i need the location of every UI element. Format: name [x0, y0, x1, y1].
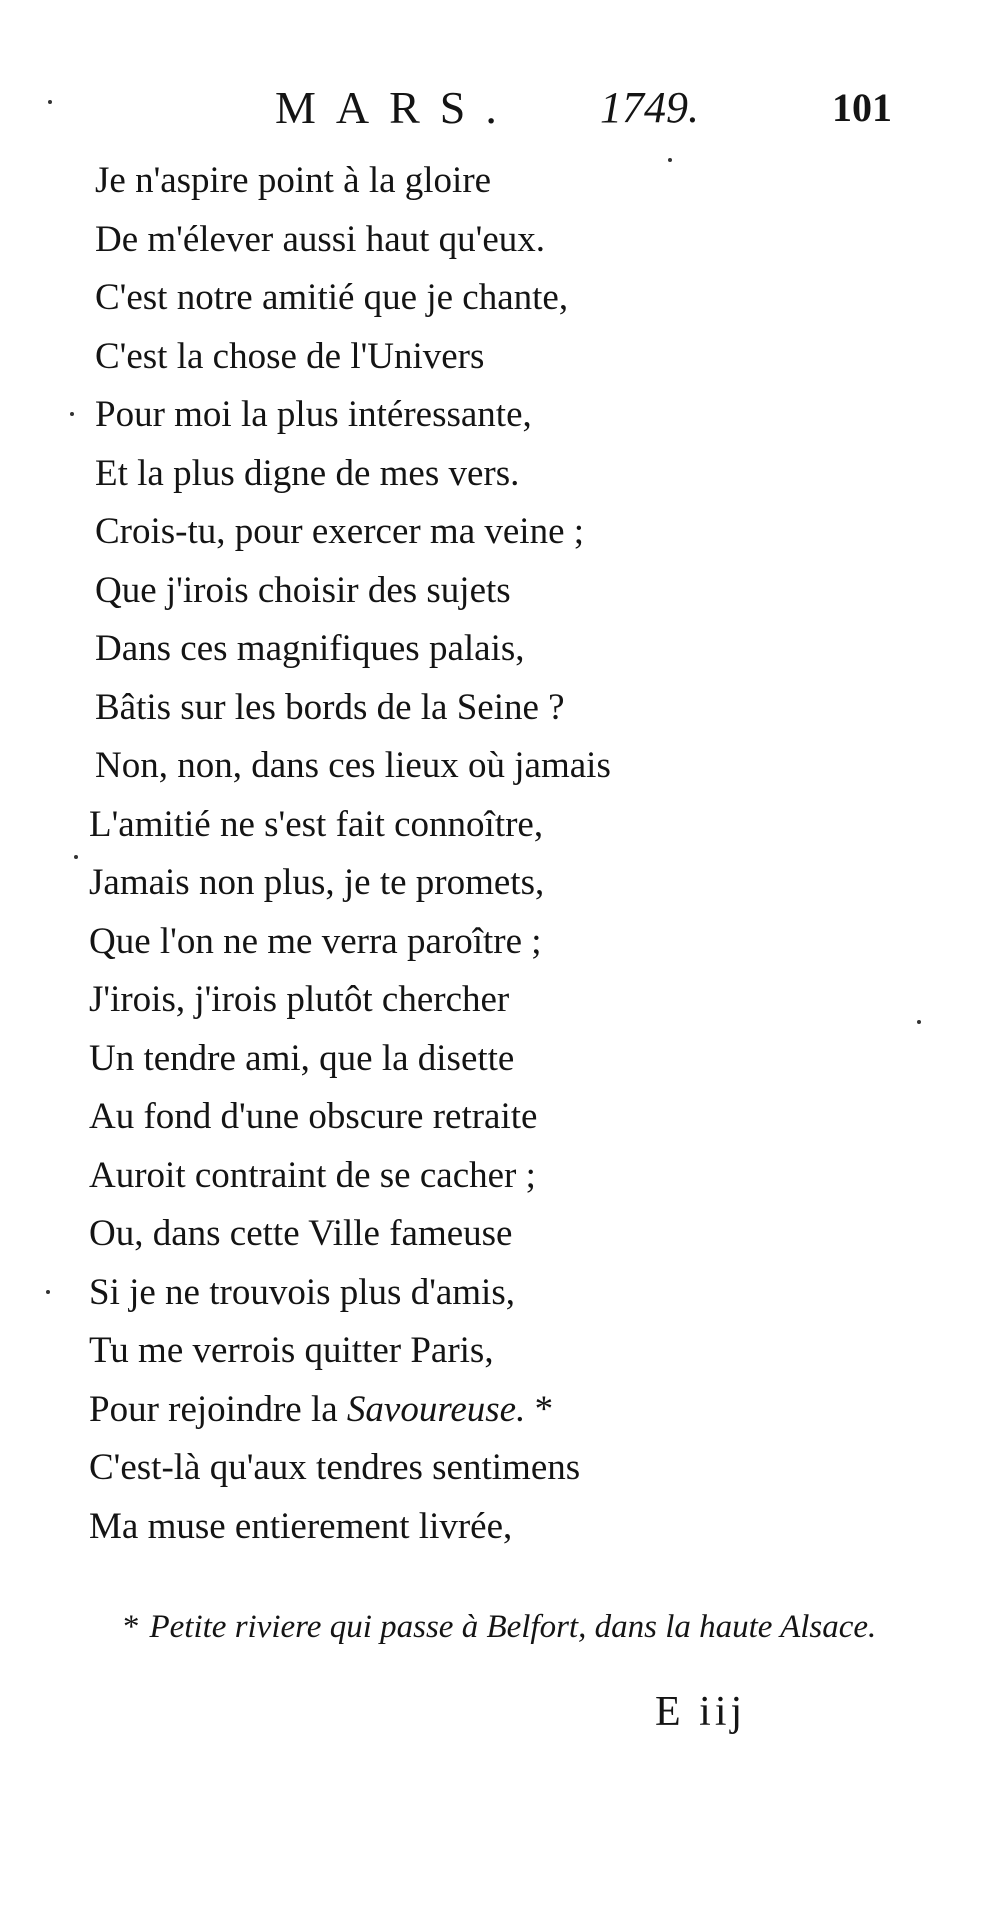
ink-speck	[668, 158, 672, 162]
verse-line: Que l'on ne me verra paroître ;	[89, 920, 542, 962]
year-heading: 1749.	[600, 83, 699, 132]
footnote	[95, 1605, 915, 1649]
verse-line: Auroit contraint de se cacher ;	[89, 1154, 536, 1196]
ink-speck	[48, 100, 52, 104]
verse-line: Pour moi la plus intéressante,	[95, 394, 532, 435]
verse-line: Ma muse entierement livrée,	[89, 1505, 513, 1547]
verse-line: Que j'irois choisir des sujets	[95, 569, 511, 611]
ink-speck	[70, 412, 74, 416]
page-header	[0, 78, 1000, 148]
verse-line: Je n'aspire point à la gloire	[95, 160, 492, 201]
verse-line: C'est notre amitié que je chante,	[95, 277, 569, 318]
footnote-marker: *	[123, 1609, 140, 1645]
footnote-text: Petite riviere qui passe à Belfort, dans la haute Alsace.	[149, 1609, 877, 1645]
verse-line: De m'élever aussi haut qu'eux.	[95, 218, 545, 260]
verse-line-river	[89, 1381, 795, 1440]
verse-line: Tu me verrois quitter Paris,	[89, 1330, 494, 1371]
verse-line: Non, non, dans ces lieux où jamais	[95, 745, 611, 786]
signature-mark: E iij	[655, 1689, 747, 1735]
verse-line: Dans ces magnifiques palais,	[95, 628, 525, 669]
verse-line: Si je ne trouvois plus d'amis,	[89, 1271, 515, 1313]
ink-speck	[46, 1290, 50, 1294]
verse-line: J'irois, j'irois plutôt chercher	[89, 979, 510, 1020]
verse-line: Et la plus digne de mes vers.	[95, 452, 520, 494]
verse-line: Jamais non plus, je te promets,	[89, 862, 545, 903]
verse-line: Bâtis sur les bords de la Seine ?	[95, 686, 565, 728]
poem-body	[89, 152, 795, 1556]
ink-speck	[917, 1020, 921, 1024]
verse-line: Ou, dans cette Ville fameuse	[89, 1213, 513, 1254]
running-head: MARS.	[275, 82, 517, 133]
verse-text: Pour rejoindre la	[89, 1388, 338, 1430]
river-name: Savoureuse.	[346, 1388, 526, 1430]
ink-speck	[74, 855, 78, 859]
verse-line: L'amitié ne s'est fait connoître,	[89, 803, 544, 845]
footnote-reference-mark: *	[534, 1388, 554, 1430]
verse-line: Au fond d'une obscure retraite	[89, 1096, 538, 1137]
verse-line: C'est-là qu'aux tendres sentimens	[89, 1447, 581, 1488]
verse-line: Crois-tu, pour exercer ma veine ;	[95, 511, 585, 552]
verse-line: C'est la chose de l'Univers	[95, 335, 485, 377]
page-number: 101	[832, 85, 892, 130]
verse-line: Un tendre ami, que la disette	[89, 1037, 515, 1079]
